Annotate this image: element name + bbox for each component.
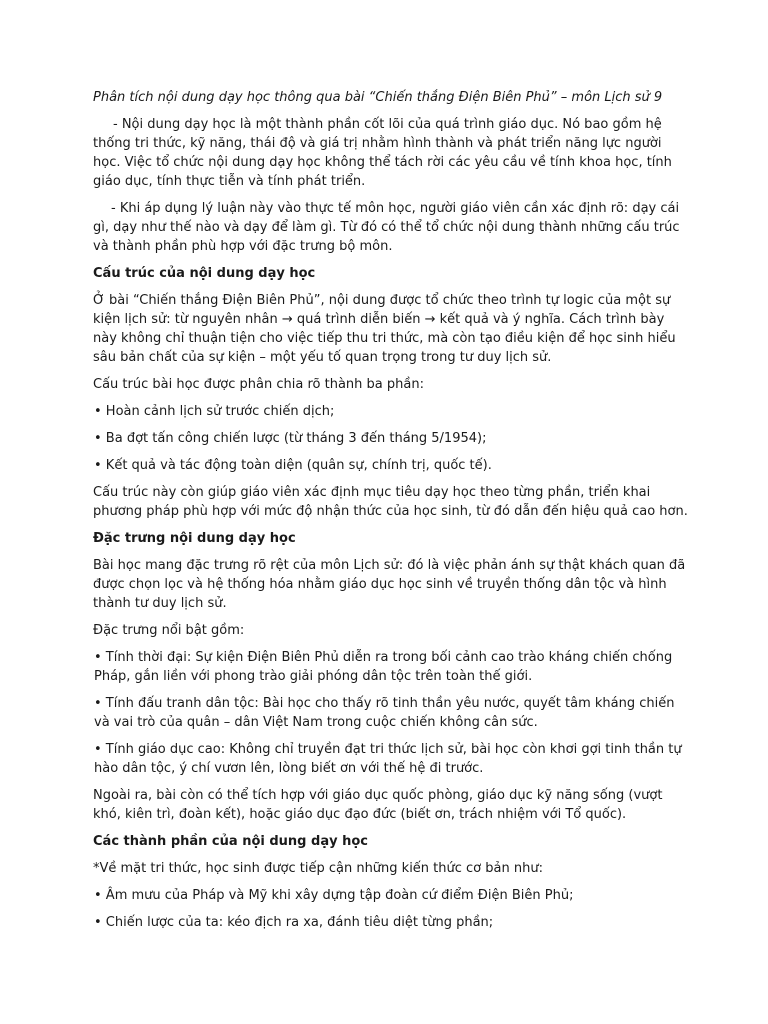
section-heading: Các thành phần của nội dung dạy học	[93, 834, 368, 849]
list-item: • Tính giáo dục cao: Không chỉ truyền đạt tri thức lịch sử, bài học còn khơi gợi tinh thần tự hào dân tộc, ý chí vươn lên, lòng biết ơn với thế hệ đi trước.	[94, 742, 682, 776]
paragraph: Đặc trưng nổi bật gồm:	[93, 623, 245, 638]
section-heading: Đặc trưng nội dung dạy học	[93, 531, 296, 546]
paragraph: Bài học mang đặc trưng rõ rệt của môn Lịch sử: đó là việc phản ánh sự thật khách quan đã được chọn lọc và hệ thống hóa nhằm giáo dục học sinh về truyền thống dân tộc và hình thành tư duy lịch sử.	[93, 558, 686, 611]
list-item: • Ba đợt tấn công chiến lược (từ tháng 3 đến tháng 5/1954);	[94, 431, 487, 446]
paragraph: - Khi áp dụng lý luận này vào thực tế môn học, người giáo viên cần xác định rõ: dạy cái gì, dạy như thế nào và dạy để làm gì. Từ đó có thể tổ chức nội dung thành những cấu trúc và thành phần phù hợp với đặc trưng bộ môn.	[93, 201, 680, 254]
paragraph: Ở bài “Chiến thắng Điện Biên Phủ”, nội dung được tổ chức theo trình tự logic của một sự kiện lịch sử: từ nguyên nhân → quá trình diễn biến → kết quả và ý nghĩa. Cách trình bày này không chỉ thuận tiện cho việc tiếp thu tri thức, mà còn tạo điều kiện để học sinh hiểu sâu bản chất của sự kiện – một yếu tố quan trọng trong tư duy lịch sử.	[93, 293, 676, 365]
list-item: • Âm mưu của Pháp và Mỹ khi xây dựng tập đoàn cứ điểm Điện Biên Phủ;	[94, 888, 574, 903]
paragraph: - Nội dung dạy học là một thành phần cốt lõi của quá trình giáo dục. Nó bao gồm hệ thống tri thức, kỹ năng, thái độ và giá trị nhằm hình thành và phát triển năng lực người học. Việc tổ chức nội dung dạy học không thể tách rời các yêu cầu về tính khoa học, tính giáo dục, tính thực tiễn và tính phát triển.	[93, 117, 672, 189]
paragraph: *Về mặt tri thức, học sinh được tiếp cận những kiến thức cơ bản như:	[93, 861, 543, 876]
paragraph: Cấu trúc bài học được phân chia rõ thành ba phần:	[93, 377, 424, 392]
list-item: • Chiến lược của ta: kéo địch ra xa, đánh tiêu diệt từng phần;	[94, 915, 494, 930]
paragraph: Ngoài ra, bài còn có thể tích hợp với giáo dục quốc phòng, giáo dục kỹ năng sống (vượt khó, kiên trì, đoàn kết), hoặc giáo dục đạo đức (biết ơn, trách nhiệm với Tổ quốc).	[93, 788, 663, 822]
document-title: Phân tích nội dung dạy học thông qua bài “Chiến thắng Điện Biên Phủ” – môn Lịch sử 9	[93, 90, 663, 105]
list-item: • Hoàn cảnh lịch sử trước chiến dịch;	[94, 404, 335, 419]
paragraph: Cấu trúc này còn giúp giáo viên xác định mục tiêu dạy học theo từng phần, triển khai phương pháp phù hợp với mức độ nhận thức của học sinh, từ đó dẫn đến hiệu quả cao hơn.	[93, 485, 688, 519]
section-heading: Cấu trúc của nội dung dạy học	[93, 266, 316, 281]
list-item: • Kết quả và tác động toàn diện (quân sự, chính trị, quốc tế).	[94, 458, 492, 473]
list-item: • Tính đấu tranh dân tộc: Bài học cho thấy rõ tinh thần yêu nước, quyết tâm kháng chiến và vai trò của quân – dân Việt Nam trong cuộc chiến không cân sức.	[94, 696, 675, 730]
list-item: • Tính thời đại: Sự kiện Điện Biên Phủ diễn ra trong bối cảnh cao trào kháng chiến chống Pháp, gắn liền với phong trào giải phóng dân tộc trên toàn thế giới.	[94, 650, 673, 684]
